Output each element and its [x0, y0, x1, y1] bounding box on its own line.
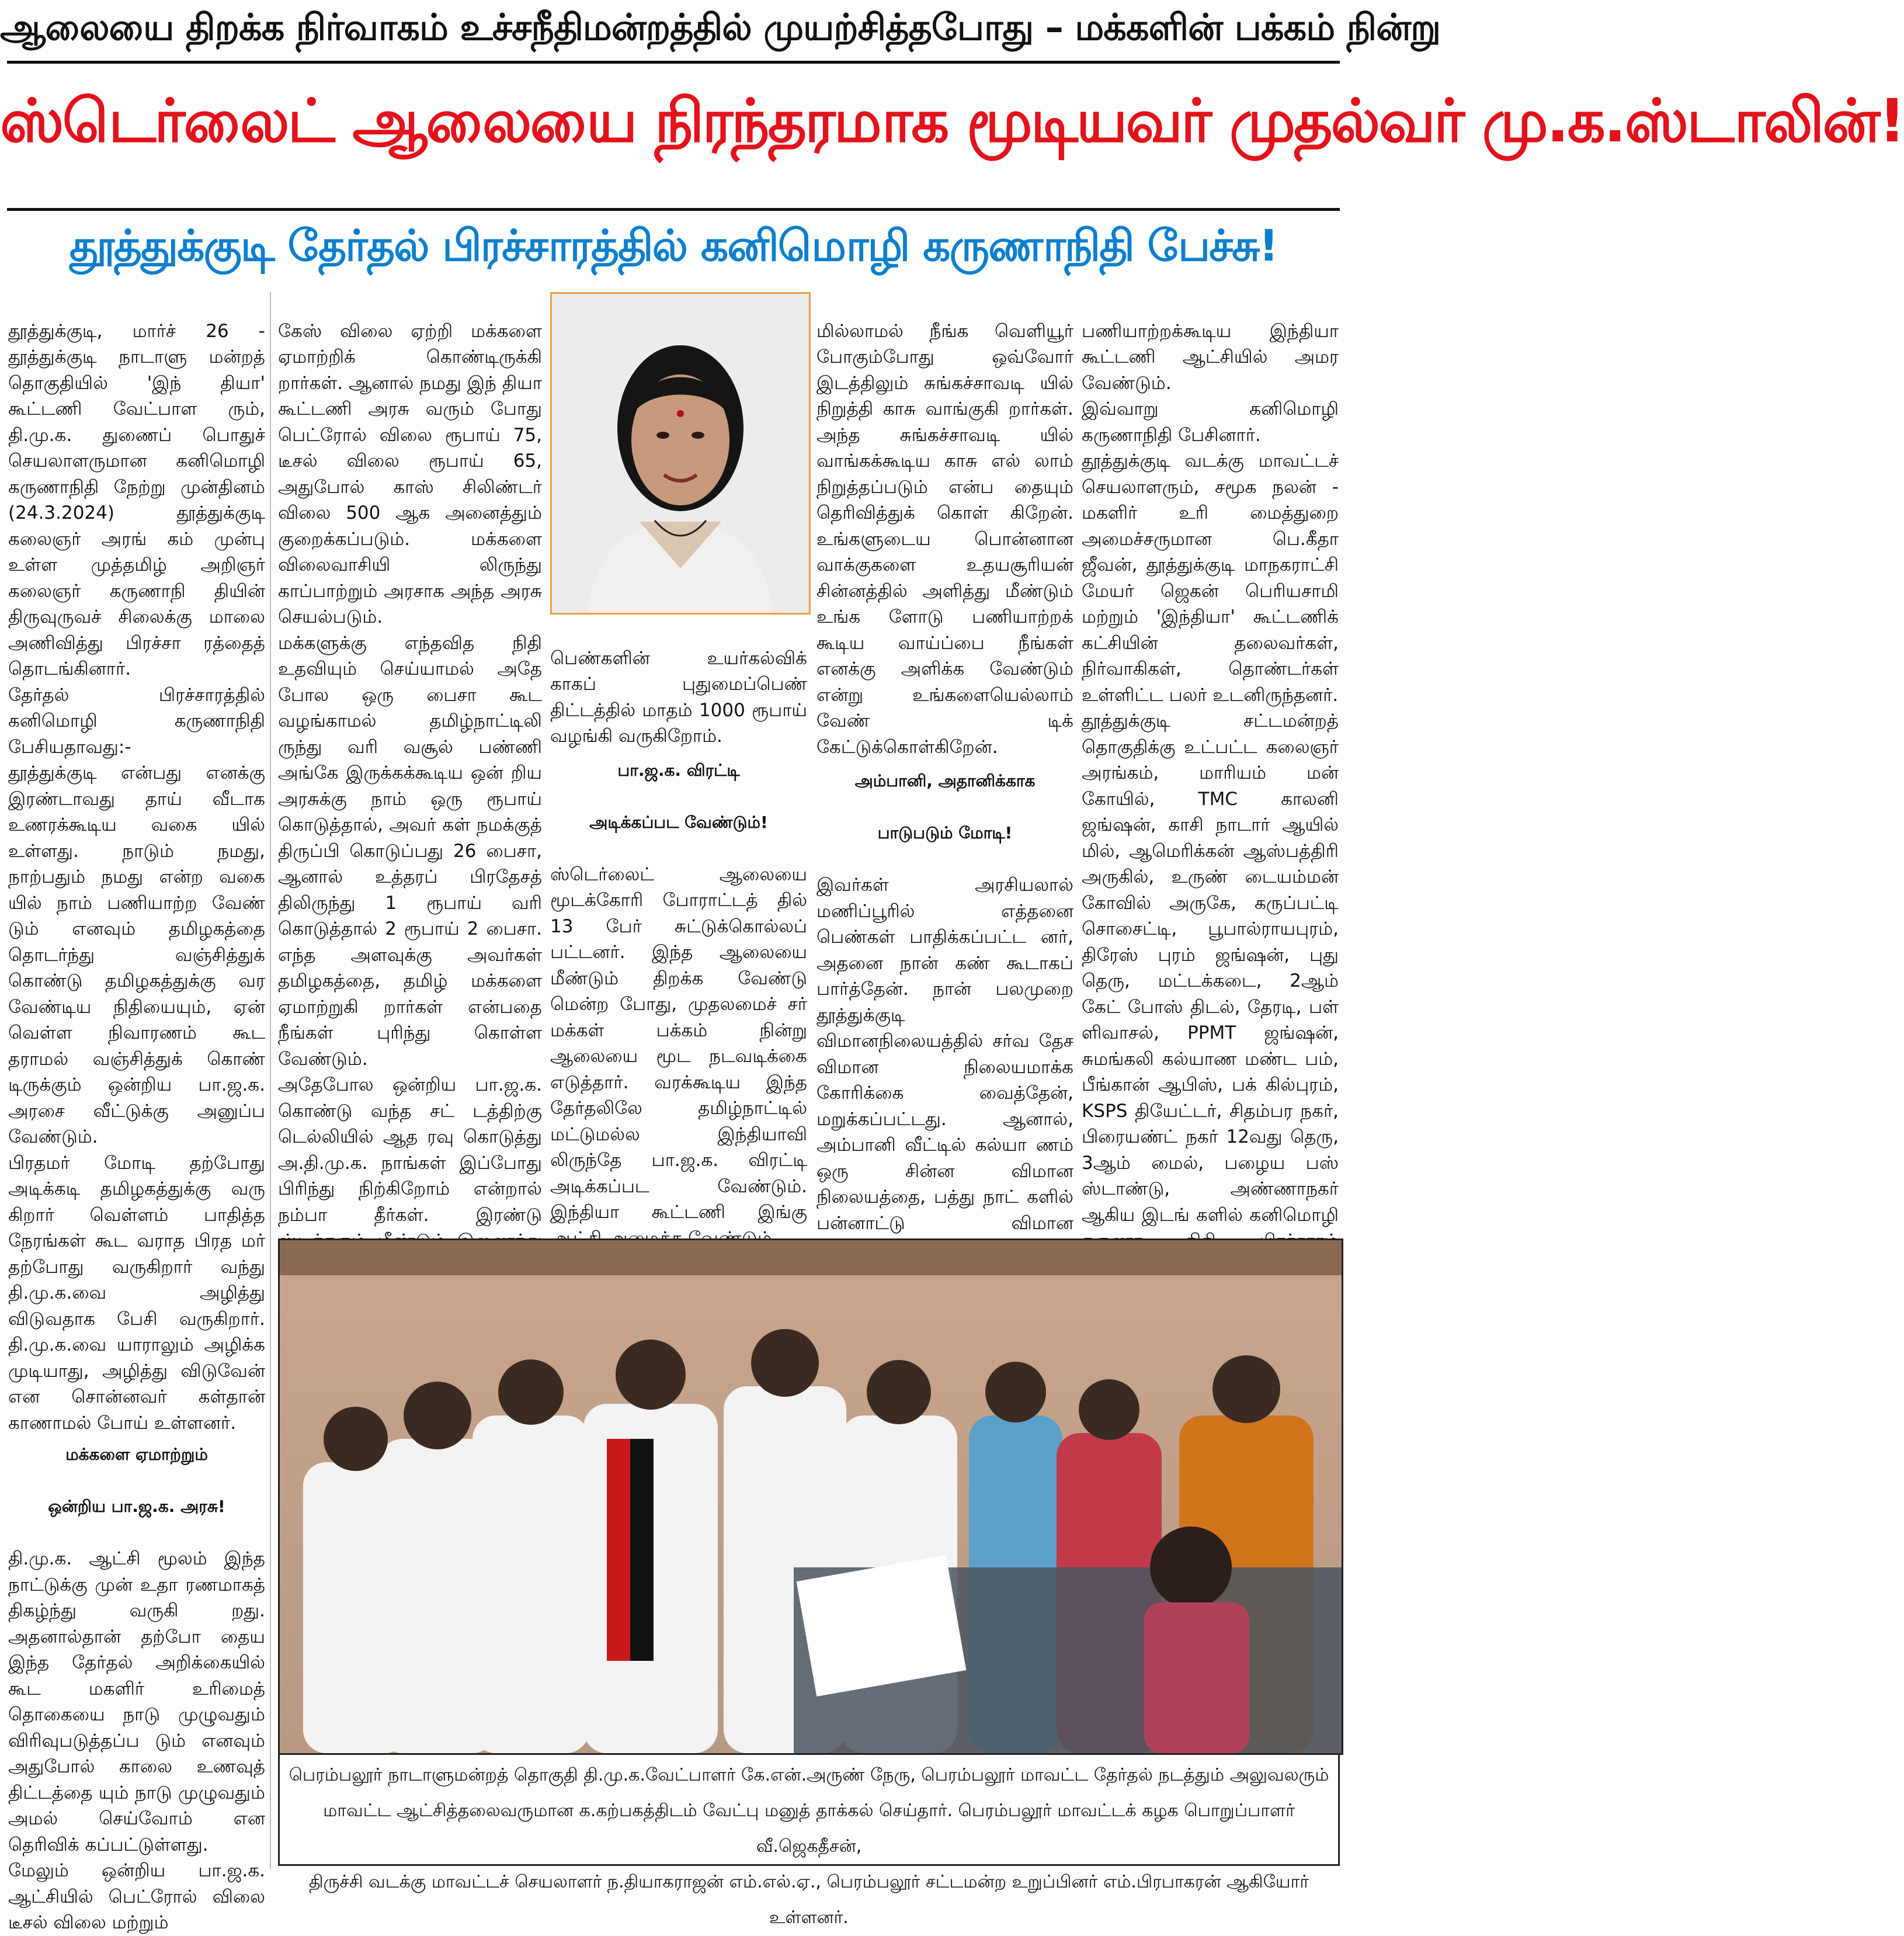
- caption-line-3: திருச்சி வடக்கு மாவட்டச் செயலாளர் ந.தியாகராஜன் எம்.எல்.ஏ., பெரம்பலூர் சட்டமன்ற உறுப்பினர் எம்.பிரபாகரன் ஆகியோர் உள்ளனர்.: [309, 1872, 1309, 1928]
- nomination-photo-illustration: [280, 1240, 1342, 1753]
- nomination-photo: [278, 1238, 1343, 1755]
- column-3-subtitle-line-1: பா.ஜ.க. விரட்டி: [617, 760, 740, 780]
- column-4-text-b: இவர்கள் அரசியலால் மணிப்பூரில் எத்தனை பெண்கள் பாதிக்கப்பட்ட னர், அதனை நான் கண் கூடாகப் பார்த்தேன். நான் பலமுறை தூத்துக்குடி விமானநிலையத்தில் சர்வ தேச விமான நிலையமாக்க கோரிக்கை வைத்தேன், மறுக்கப்பட்டது. ஆனால், அம்பானி வீட்டில் கல்யா ணம் ஒரு சின்ன விமான நிலையத்தை, பத்து நாட் களில் பன்னாட்டு விமான: [817, 875, 1073, 1234]
- subheadline: தூத்துக்குடி தேர்தல் பிரச்சாரத்தில் கனிமொழி கருணாநிதி பேச்சு!: [69, 221, 1278, 271]
- column-1-subtitle-line-2: ஒன்றிய பா.ஜ.க. அரசு!: [48, 1497, 225, 1516]
- column-3-subtitle-line-2: அடிக்கப்பட வேண்டும்!: [589, 812, 768, 832]
- column-5: [1082, 292, 1339, 1233]
- column-3-text-a: பெண்களின் உயர்கல்விக் காகப் புதுமைப்பெண் திட்டத்தில் மாதம் 1000 ரூபாய் வழங்கி வருகிறோம்.: [550, 647, 807, 747]
- column-4: [817, 292, 1073, 1233]
- kicker-line: ஆலையை திறக்க நிர்வாகம் உச்சநீதிமன்றத்தில் முயற்சித்தபோது – மக்களின் பக்கம் நின்று: [0, 6, 1441, 48]
- headline-rule: [7, 208, 1340, 211]
- caption-line-1: பெரம்பலூர் நாடாளுமன்றத் தொகுதி தி.மு.க.வேட்பாளர் கே.என்.அருண் நேரு, பெரம்பலூர் மாவட்ட தேர்தல் நடத்தும் அலுவலரும்: [289, 1765, 1329, 1785]
- column-3-text-b: ஸ்டெர்லைட் ஆலையை மூடக்கோரி போராட்டத் தில் 13 பேர் சுட்டுக்கொல்லப் பட்டனர். இந்த ஆலையை மீண்டும் திறக்க வேண்டு மென்ற போது, முதலமைச் சர் மக்கள் பக்கம் நின்று ஆலையை மூட நடவடிக்கை எடுத்தார். வரக்கூடிய இந்த தேர்தலிலே தமிழ்நாட்டில் மட்டுமல்ல இந்தியாவி லிருந்தே பா.ஜ.க. விரட்டி அடிக்கப்பட வேண்டும். இந்தியா கூட்டணி இங்கு: [550, 863, 807, 1223]
- column-4-subtitle-line-2: பாடுபடும் மோடி!: [877, 823, 1013, 842]
- photo-caption: [278, 1755, 1340, 1928]
- portrait-illustration: [552, 294, 809, 613]
- column-3: [550, 619, 807, 1233]
- column-4-text-a: மில்லாமல் நீங்க வெளியூர் போகும்போது ஒவ்வோர் இடத்திலும் சுங்கச்சாவடி யில் நிறுத்தி காசு வாங்குகி றார்கள். அந்த சுங்கச்சாவடி யில் வாங்கக்கூடிய காசு எல் லாம் நிறுத்தப்படும் என்ப தையும் தெரிவித்துக் கொள் கிறேன். உங்களுடைய பொன்னான வாக்குகளை உதயசூரியன் சின்னத்தில் அளித்து மீண்டும் உங்க ளோடு பணியாற்றக் கூடிய வாய்ப்பை நீங்கள் எனக்கு அளிக்க வேண்டும் என்று உங்களையெல்லாம் வேண் டிக் கேட்டுக்கொள்கிறேன்.: [817, 320, 1073, 758]
- column-1: [8, 292, 265, 1933]
- column-divider: [270, 292, 271, 1869]
- caption-line-2: மாவட்ட ஆட்சித்தலைவருமான க.கற்பகத்திடம் வேட்பு மனுத் தாக்கல் செய்தார். பெரம்பலூர் மாவட்டக் கழக பொறுப்பாளர் வீ.ஜெகதீசன்,: [323, 1800, 1295, 1857]
- column-1-text-a: தூத்துக்குடி, மார்ச் 26 - தூத்துக்குடி நாடாளு மன்றத் தொகுதியில் 'இந் தியா' கூட்டணி வேட்பாள ரும், தி.மு.க. துணைப் பொதுச் செயலாளருமான கனிமொழி கருணாநிதி நேற்று முன்தினம் (24.3.2024) தூத்துக்குடி கலைஞர் அரங் கம் முன்பு உள்ள முத்தமிழ் அறிஞர் கலைஞர் கருணாநி தியின் திருவுருவச் சிலைக்கு மாலை அணிவித்து பிரச்சா ரத்தைத் தொடங்கினார். தேர்தல் பிரச்சாரத்தில் கனிமொழி கருணாநிதி பேசியதாவது:- தூத்துக்குடி என்பது எனக்கு இரண்டாவது தாய் வீடாக உணரக்கூடிய வகை யில் உள்ளது. நாடும் நமது, நாற்பதும் நமது என்ற வகை யில் நாம் பணியாற்ற வேண் டும் எனவும் தமிழகத்தை தொடர்ந்து வஞ்சித்துக் கொண்டு தமிழகத்துக்கு வர வேண்டிய நிதியையும், ஏன் வெள்ள நிவாரணம் கூட தராமல் வஞ்சித்துக் கொண் டிருக்கும் ஒன்றிய பா.ஜ.க. அரசை வீட்டுக்கு அனுப்ப வேண்டும். பிரதமர் மோடி தற்போது அடிக்கடி தமிழகத்துக்கு வரு கிறார் வெள்ளம் பாதித்த நேரங்கள் கூட வராத பிரத மர் தற்போது வருகிறார் வந்து தி.மு.க.வை அழித்து விடுவதாக பேசி வருகிறார். தி.மு.க.வை யாராலும் அழிக்க முடியாது, அழித்து விடுவேன் என சொன்னவர் கள்தான் காணாமல் போய் உள்ளனர்.: [8, 320, 265, 1434]
- portrait-photo: [550, 292, 811, 615]
- column-2: [278, 292, 542, 1233]
- column-4-subtitle-line-1: அம்பானி, அதானிக்காக: [854, 771, 1036, 790]
- top-rule: [7, 61, 1340, 64]
- column-1-text-b: தி.மு.க. ஆட்சி மூலம் இந்த நாட்டுக்கு முன் உதா ரணமாகத் திகழ்ந்து வருகி றது. அதனால்தான் தற்போ தைய இந்த தேர்தல் அறிக்கையில் கூட மகளிர் உரிமைத் தொகையை நாடு முழுவதும் விரிவுபடுத்தப்ப டும் எனவும் அதுபோல் காலை உணவுத் திட்டத்தை யும் நாடு முழுவதும் அமல் செய்வோம் என தெரிவிக் கப்பட்டுள்ளது. மேலும் ஒன்றிய பா.ஜ.க. ஆட்சியில் பெட்ரோல் விலை டீசல் விலை மற்றும்: [8, 1548, 265, 1933]
- column-5-text: பணியாற்றக்கூடிய இந்தியா கூட்டணி ஆட்சியில் அமர வேண்டும். இவ்வாறு கனிமொழி கருணாநிதி பேசினார். தூத்துக்குடி வடக்கு மாவட்டச் செயலாளரும், சமூக நலன் - மகளிர் உரி மைத்துறை அமைச்சருமான பெ.கீதா ஜீவன், தூத்துக்குடி மாநகராட்சி மேயர் ஜெகன் பெரியசாமி மற்றும் 'இந்தியா' கூட்டணிக் கட்சியின் தலைவர்கள், நிர்வாகிகள், தொண்டர்கள் உள்ளிட்ட பலர் உடனிருந்தனர். தூத்துக்குடி சட்டமன்றத் தொகுதிக்கு உட்பட்ட கலைஞர் அரங்கம், மாரியம் மன் கோயில், TMC காலனி ஜங்ஷன், காசி நாடார் ஆயில் மில், ஆமெரிக்கன் ஆஸ்பத்திரி அருகில், உருண் டையம்மன் கோவில் அருகே, கருப்பட்டி சொசைட்டி, பூபால்ராயபுரம், திரேஸ் புரம் ஜங்ஷன், புது தெரு, மட்டக்கடை, 2ஆம் கேட் போஸ் திடல், தேரடி, பள் ளிவாசல், PPMT ஜங்ஷன், சுமங்கலி கல்யாண மண்ட பம், பீங்கான் ஆபிஸ், பக் கில்புரம், KSPS தியேட்டர், சிதம்பர நகர், பிரையண்ட் நகர் 12வது தெரு, 3ஆம் மைல், பழைய பஸ் ஸ்டாண்டு, அண்ணாநகர் ஆகிய இடங் களில் கனிமொழி: [1082, 320, 1339, 1226]
- column-1-subtitle-line-1: மக்களை ஏமாற்றும்: [65, 1445, 208, 1464]
- column-2-text: கேஸ் விலை ஏற்றி மக்களை ஏமாற்றிக் கொண்டிருக்கி றார்கள். ஆனால் நமது இந் தியா கூட்டணி அரசு வரும் போது பெட்ரோல் விலை ரூபாய் 75, டீசல் விலை ரூபாய் 65, அதுபோல் காஸ் சிலிண்டர் விலை 500 ஆக அனைத்தும் குறைக்கப்படும். மக்களை விலைவாசியி லிருந்து காப்பாற்றும் அரசாக அந்த அரசு செயல்படும். மக்களுக்கு எந்தவித நிதி உதவியும் செய்யாமல் அதே போல ஒரு பைசா கூட வழங்காமல் தமிழ்நாட்டிலி ருந்து வரி வசூல் பண்ணி அங்கே இருக்கக்கூடிய ஒன் றிய அரசுக்கு நாம் ஒரு ரூபாய் கொடுத்தால், அவர் கள் நமக்குத் திருப்பி கொடுப்பது 26 பைசா, ஆனால் உத்தரப் பிரதேசத் திலிருந்து 1 ரூபாய் வரி கொடுத்தால் 2 ரூபாய் 2 பைசா. எந்த அளவுக்கு அவர்கள் தமிழகத்தை, தமிழ் மக்களை ஏமாற்றுகி றார்கள் என்பதை நீங்கள் புரிந்து கொள்ள வேண்டும். அதேபோல ஒன்றிய பா.ஜ.க. கொண்டு வந்த சட் டத்திற்கு டெல்லியில் ஆத ரவு கொடுத்து அ.தி.மு.க. நாங்கள் இப்போது பிரிந்து நிற்கிறோம் என்றால் நம்பா தீர்கள். இரண்டு: [278, 320, 542, 1226]
- headline: ஸ்டெர்லைட் ஆலையை நிரந்தரமாக மூடியவர் முதல்வர் மு.க.ஸ்டாலின்!: [0, 86, 1904, 156]
